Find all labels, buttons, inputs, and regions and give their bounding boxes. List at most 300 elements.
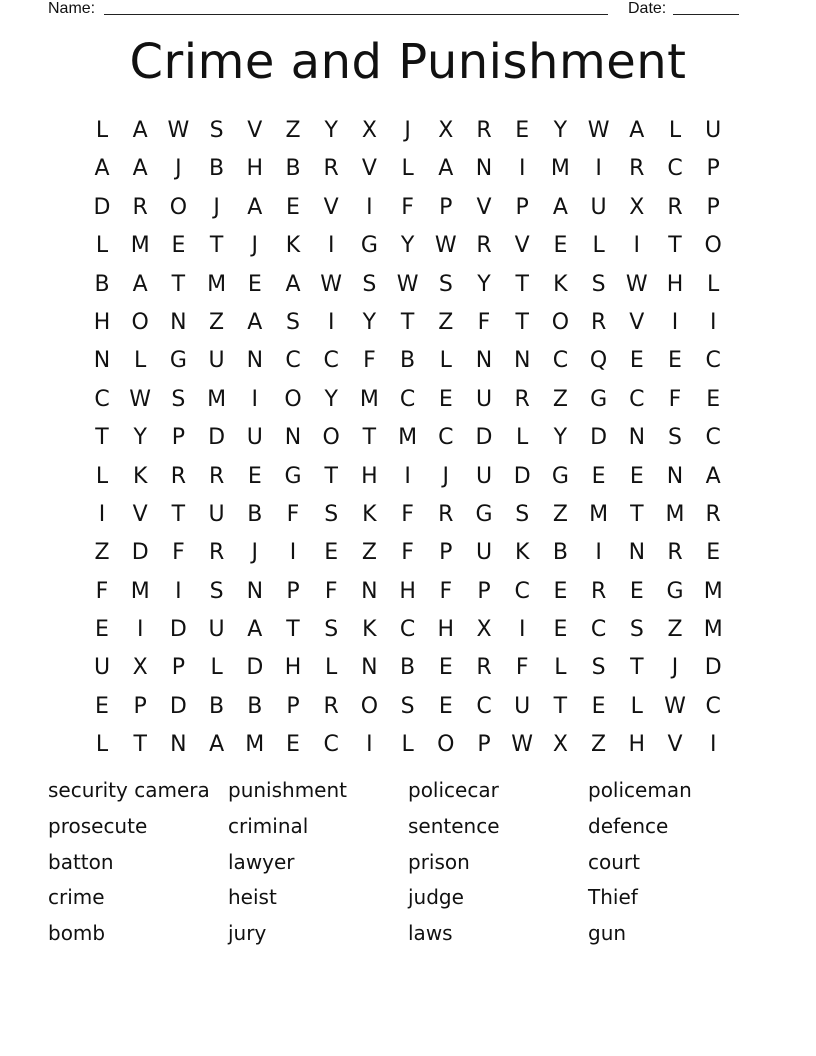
grid-cell[interactable]: N [475, 156, 493, 182]
grid-cell[interactable]: K [362, 501, 377, 527]
grid-cell[interactable]: B [209, 156, 225, 182]
grid-cell[interactable]: V [667, 732, 683, 758]
grid-cell[interactable]: Y [133, 425, 147, 451]
grid-cell[interactable]: N [170, 732, 187, 758]
grid-cell[interactable]: K [514, 540, 530, 566]
grid-cell[interactable]: S [324, 617, 339, 643]
grid-cell[interactable]: W [664, 693, 686, 719]
grid-cell[interactable]: T [286, 617, 300, 643]
grid-cell[interactable]: E [629, 348, 644, 374]
grid-cell[interactable]: Z [209, 309, 225, 335]
grid-cell[interactable]: S [362, 271, 377, 297]
grid-cell[interactable]: L [630, 693, 643, 719]
grid-cell[interactable]: L [95, 118, 109, 143]
grid-cell[interactable]: W [320, 271, 343, 297]
grid-cell[interactable]: K [285, 233, 301, 259]
grid-cell[interactable]: R [476, 655, 492, 681]
header [48, 0, 748, 20]
grid-cell[interactable]: S [668, 425, 682, 451]
grid-cell[interactable]: A [247, 309, 263, 335]
grid-cell[interactable]: Q [589, 348, 608, 374]
grid-cell[interactable]: L [401, 156, 414, 182]
grid-cell[interactable]: R [667, 194, 683, 220]
grid-cell[interactable]: S [591, 655, 606, 681]
grid-cell[interactable]: I [518, 156, 526, 182]
grid-cell[interactable]: Z [552, 386, 568, 412]
grid-cell[interactable]: R [476, 233, 492, 259]
word-bank-item: punishment [228, 778, 348, 802]
grid-cell[interactable]: C [667, 156, 683, 182]
grid-cell[interactable]: F [515, 655, 529, 681]
grid-cell[interactable]: R [323, 693, 339, 719]
grid-cell[interactable]: B [209, 693, 225, 719]
grid-row [83, 573, 731, 611]
grid-cell[interactable]: V [629, 309, 645, 335]
grid-cell[interactable]: E [95, 693, 109, 719]
grid-cell[interactable]: F [668, 386, 682, 412]
grid-cell[interactable]: E [438, 386, 453, 412]
grid-cell[interactable]: Z [285, 118, 301, 143]
name-label: Name: [48, 0, 96, 17]
grid-cell[interactable]: X [476, 617, 492, 643]
grid-cell[interactable]: X [552, 732, 568, 758]
grid-cell[interactable]: K [132, 463, 148, 489]
grid-cell[interactable]: X [361, 118, 377, 143]
grid-cell[interactable]: R [438, 501, 454, 527]
grid-cell[interactable]: B [94, 271, 110, 297]
grid-cell[interactable]: S [515, 501, 530, 527]
grid-cell[interactable]: E [591, 693, 606, 719]
grid-cell[interactable]: D [704, 655, 722, 681]
grid-cell[interactable]: I [671, 309, 679, 335]
grid-cell[interactable]: Z [591, 732, 607, 758]
grid-cell[interactable]: N [666, 463, 684, 489]
grid-cell[interactable]: T [324, 463, 338, 489]
grid-cell[interactable]: C [323, 348, 339, 374]
grid-cell[interactable]: V [247, 118, 263, 143]
grid-cell[interactable]: M [207, 271, 227, 297]
grid-cell[interactable]: R [170, 463, 187, 489]
grid-cell[interactable]: E [286, 194, 300, 220]
grid-cell[interactable]: E [438, 655, 453, 681]
grid-cell[interactable]: A [285, 271, 301, 297]
grid-cell[interactable]: E [629, 578, 644, 604]
grid-cell[interactable]: S [324, 501, 339, 527]
grid-cell[interactable]: F [95, 578, 109, 604]
grid-cell[interactable]: G [590, 386, 608, 412]
grid-cell[interactable]: V [361, 156, 377, 182]
grid-cell[interactable]: M [703, 617, 723, 643]
grid-cell[interactable]: O [169, 194, 188, 220]
grid-cell[interactable]: R [590, 309, 607, 335]
grid-cell[interactable]: P [706, 194, 720, 220]
grid-cell[interactable]: Y [400, 233, 415, 259]
grid-cell[interactable]: N [246, 578, 264, 604]
grid-cell[interactable]: H [246, 156, 264, 182]
grid-cell[interactable]: T [171, 271, 186, 297]
grid-cell[interactable]: F [439, 578, 453, 604]
grid-cell[interactable]: U [475, 386, 493, 412]
grid-cell[interactable]: L [325, 655, 338, 681]
grid-cell[interactable]: W [434, 233, 457, 259]
grid-cell[interactable]: P [477, 578, 491, 604]
grid-cell[interactable]: G [360, 233, 378, 259]
grid-cell[interactable]: A [438, 156, 454, 182]
grid-cell[interactable]: E [668, 348, 682, 374]
grid-cell[interactable]: T [630, 501, 644, 527]
grid-cell[interactable]: O [704, 233, 722, 259]
grid-row [83, 649, 731, 687]
grid-cell[interactable]: Y [553, 425, 568, 451]
grid-cell[interactable]: O [131, 309, 149, 335]
grid-cell[interactable]: O [551, 309, 570, 335]
grid-cell[interactable]: W [625, 271, 648, 297]
grid-cell[interactable]: L [592, 233, 605, 259]
grid-cell[interactable]: W [129, 386, 152, 412]
grid-cell[interactable]: C [399, 617, 416, 643]
grid-cell[interactable]: U [208, 501, 225, 527]
grid-cell[interactable]: S [591, 271, 606, 297]
grid-cell[interactable]: E [706, 386, 721, 412]
grid-cell[interactable]: M [207, 386, 227, 412]
grid-cell[interactable]: U [93, 655, 111, 681]
grid-cell[interactable]: E [247, 463, 262, 489]
grid-cell[interactable]: R [208, 540, 225, 566]
grid-cell[interactable]: I [518, 617, 526, 643]
grid-cell[interactable]: L [707, 271, 720, 297]
grid-cell[interactable]: H [628, 732, 646, 758]
grid-cell[interactable]: Z [667, 617, 683, 643]
grid-cell[interactable]: V [323, 194, 339, 220]
grid-cell[interactable]: E [591, 463, 606, 489]
grid-cell[interactable]: N [628, 425, 646, 451]
grid-cell[interactable]: D [169, 693, 187, 719]
grid-cell[interactable]: D [208, 425, 226, 451]
grid-cell[interactable]: H [361, 463, 378, 489]
grid-cell[interactable]: R [514, 386, 530, 412]
date-blank-line[interactable] [673, 14, 739, 15]
grid-cell[interactable]: C [514, 578, 530, 604]
grid-cell[interactable]: D [169, 617, 187, 643]
grid-cell[interactable]: M [245, 732, 265, 758]
grid-cell[interactable]: J [213, 194, 220, 220]
grid-cell[interactable]: M [359, 386, 379, 412]
grid-cell[interactable]: R [208, 463, 225, 489]
grid-cell[interactable]: L [439, 348, 452, 374]
grid-cell[interactable]: I [366, 732, 373, 758]
grid-cell[interactable]: P [286, 693, 300, 719]
grid-cell[interactable]: P [477, 732, 491, 758]
grid-cell[interactable]: W [167, 118, 190, 143]
grid-cell[interactable]: O [322, 425, 340, 451]
grid-cell[interactable]: N [284, 425, 302, 451]
word-bank-item: batton [48, 849, 114, 874]
grid-cell[interactable]: F [477, 309, 491, 335]
grid-cell[interactable]: W [587, 118, 610, 143]
grid-cell[interactable]: J [251, 233, 259, 259]
grid-cell[interactable]: G [284, 463, 302, 489]
grid-cell[interactable]: Y [553, 118, 568, 143]
grid-cell[interactable]: V [476, 194, 492, 220]
grid-cell[interactable]: O [437, 732, 455, 758]
grid-cell[interactable]: U [475, 463, 493, 489]
grid-cell[interactable]: A [209, 732, 225, 758]
grid-cell[interactable]: C [705, 693, 721, 719]
grid-cell[interactable]: Z [94, 540, 110, 566]
grid-cell[interactable]: H [437, 617, 455, 643]
grid-cell[interactable]: U [590, 194, 607, 220]
grid-cell[interactable]: B [400, 348, 416, 374]
grid-cell[interactable]: F [401, 540, 414, 566]
grid-cell[interactable]: C [323, 732, 339, 758]
grid-cell[interactable]: F [363, 348, 376, 374]
grid-cell[interactable]: U [514, 693, 531, 719]
grid-cell[interactable]: M [589, 501, 609, 527]
grid-cell[interactable]: H [93, 309, 111, 335]
grid-cell[interactable]: S [171, 386, 186, 412]
grid-cell[interactable]: J [175, 156, 182, 182]
grid-cell[interactable]: P [439, 194, 453, 220]
grid-cell[interactable]: S [400, 693, 415, 719]
grid-cell[interactable]: N [93, 348, 111, 374]
grid-cell[interactable]: T [668, 233, 682, 259]
grid-cell[interactable]: C [552, 348, 569, 374]
grid-cell[interactable]: Y [362, 309, 377, 335]
grid-cell[interactable]: X [629, 194, 645, 220]
grid-cell[interactable]: I [709, 309, 717, 335]
grid-cell[interactable]: U [705, 118, 722, 143]
grid-cell[interactable]: L [668, 118, 682, 143]
grid-cell[interactable]: I [595, 540, 602, 566]
grid-cell[interactable]: E [95, 617, 109, 643]
grid-cell[interactable]: T [209, 233, 224, 259]
grid-cell[interactable]: C [94, 386, 110, 412]
grid-cell[interactable]: E [553, 617, 568, 643]
grid-cell[interactable]: T [553, 693, 568, 719]
grid-cell[interactable]: I [98, 501, 106, 527]
grid-cell[interactable]: D [590, 425, 608, 451]
grid-cell[interactable]: E [553, 233, 568, 259]
grid-cell[interactable]: B [400, 655, 416, 681]
grid-cell[interactable]: D [513, 463, 531, 489]
grid-cell[interactable]: B [247, 693, 263, 719]
grid-cell[interactable]: K [362, 617, 377, 643]
grid-cell[interactable]: P [515, 194, 529, 220]
grid-cell[interactable]: V [132, 501, 148, 527]
grid-cell[interactable]: Z [552, 501, 568, 527]
date-label: Date: [628, 0, 667, 17]
grid-cell[interactable]: N [628, 540, 646, 566]
grid-cell[interactable]: I [366, 194, 373, 220]
grid-cell[interactable]: T [515, 309, 529, 335]
grid-cell[interactable]: I [327, 309, 335, 335]
grid-cell[interactable]: G [551, 463, 569, 489]
grid-cell[interactable]: U [208, 348, 225, 374]
grid-cell[interactable]: A [247, 194, 263, 220]
name-blank-line[interactable] [104, 14, 608, 15]
grid-cell[interactable]: A [132, 156, 148, 182]
grid-cell[interactable]: I [404, 463, 411, 489]
grid-cell[interactable]: M [550, 156, 570, 182]
grid-cell[interactable]: A [132, 118, 148, 143]
grid-cell[interactable]: M [665, 501, 685, 527]
grid-cell[interactable]: E [515, 118, 530, 143]
grid-cell[interactable]: K [553, 271, 568, 297]
grid-cell[interactable]: W [511, 732, 534, 758]
grid-cell[interactable]: P [171, 425, 186, 451]
grid-row [83, 227, 731, 265]
grid-cell[interactable]: F [401, 501, 414, 527]
grid-cell[interactable]: E [706, 540, 721, 566]
grid-cell[interactable]: A [705, 463, 721, 489]
grid-cell[interactable]: S [286, 309, 300, 335]
grid-cell[interactable]: L [95, 233, 109, 259]
grid-cell[interactable]: E [438, 693, 453, 719]
grid-cell[interactable]: F [324, 578, 338, 604]
grid-cell[interactable]: Y [324, 118, 338, 143]
grid-cell[interactable]: Y [324, 386, 338, 412]
grid-cell[interactable]: J [404, 118, 411, 143]
grid-cell[interactable]: R [132, 194, 148, 220]
grid-cell[interactable]: J [442, 463, 450, 489]
grid-cell[interactable]: R [629, 156, 645, 182]
grid-cell[interactable]: N [246, 348, 264, 374]
grid-cell[interactable]: H [284, 655, 302, 681]
grid-cell[interactable]: C [705, 425, 721, 451]
grid-cell[interactable]: D [475, 425, 493, 451]
grid-cell[interactable]: I [136, 617, 144, 643]
grid-cell[interactable]: F [286, 501, 300, 527]
grid-cell[interactable]: T [362, 425, 377, 451]
grid-cell[interactable]: N [475, 348, 493, 374]
grid-cell[interactable]: S [438, 271, 453, 297]
grid-cell[interactable]: I [251, 386, 259, 412]
grid-cell[interactable]: H [399, 578, 416, 604]
grid-cell[interactable]: D [93, 194, 111, 220]
grid-cell[interactable]: X [132, 655, 148, 681]
grid-cell[interactable]: E [171, 233, 186, 259]
grid-cell[interactable]: R [667, 540, 683, 566]
grid-cell[interactable]: U [208, 617, 225, 643]
grid-cell[interactable]: M [130, 233, 150, 259]
grid-cell[interactable]: I [327, 233, 335, 259]
grid-cell[interactable]: R [705, 501, 721, 527]
grid-cell[interactable]: P [286, 578, 300, 604]
grid-cell[interactable]: N [361, 578, 378, 604]
grid-row [83, 342, 731, 380]
grid-cell[interactable]: G [169, 348, 187, 374]
grid-cell[interactable]: P [439, 540, 453, 566]
grid-cell[interactable]: T [400, 309, 415, 335]
grid-cell[interactable]: F [172, 540, 185, 566]
grid-cell[interactable]: P [133, 693, 147, 719]
grid-cell[interactable]: J [251, 540, 259, 566]
grid-cell[interactable]: N [170, 309, 187, 335]
grid-cell[interactable]: J [671, 655, 679, 681]
grid-cell[interactable]: T [95, 425, 109, 451]
grid-cell[interactable]: G [666, 578, 684, 604]
grid-cell[interactable]: A [132, 271, 148, 297]
grid-cell[interactable]: E [629, 463, 644, 489]
grid-cell[interactable]: C [590, 617, 607, 643]
grid-cell[interactable]: C [285, 348, 301, 374]
grid-cell[interactable]: T [133, 732, 147, 758]
grid-cell[interactable]: A [552, 194, 568, 220]
grid-cell[interactable]: W [396, 271, 419, 297]
grid-cell[interactable]: N [361, 655, 378, 681]
grid-cell[interactable]: D [246, 655, 264, 681]
grid-cell[interactable]: E [286, 732, 300, 758]
grid-cell[interactable]: P [171, 655, 186, 681]
grid-cell[interactable]: I [595, 156, 602, 182]
grid-cell[interactable]: O [284, 386, 302, 412]
grid-cell[interactable]: S [209, 118, 224, 143]
grid-cell[interactable]: A [629, 118, 645, 143]
grid-cell[interactable]: Z [361, 540, 377, 566]
grid-cell[interactable]: E [324, 540, 339, 566]
grid-cell[interactable]: X [438, 118, 454, 143]
grid-cell[interactable]: T [515, 271, 529, 297]
grid-cell[interactable]: H [666, 271, 684, 297]
grid-cell[interactable]: S [629, 617, 644, 643]
grid-cell[interactable]: I [633, 233, 641, 259]
grid-cell[interactable]: E [247, 271, 262, 297]
grid-cell[interactable]: U [475, 540, 493, 566]
grid-cell[interactable]: M [130, 578, 150, 604]
grid-cell[interactable]: C [438, 425, 454, 451]
grid-cell[interactable]: L [95, 732, 109, 758]
grid-cell[interactable]: U [246, 425, 263, 451]
grid-cell[interactable]: C [629, 386, 645, 412]
grid-cell[interactable]: R [323, 156, 339, 182]
grid-cell[interactable]: A [94, 156, 110, 182]
grid-cell[interactable]: S [209, 578, 224, 604]
grid-cell[interactable]: M [703, 578, 723, 604]
grid-cell[interactable]: B [552, 540, 568, 566]
grid-cell[interactable]: D [131, 540, 149, 566]
grid-cell[interactable]: R [476, 118, 492, 143]
grid-cell[interactable]: A [247, 617, 263, 643]
grid-cell[interactable]: T [171, 501, 186, 527]
grid-cell[interactable]: O [360, 693, 379, 719]
grid-cell[interactable]: E [553, 578, 568, 604]
grid-cell[interactable]: C [476, 693, 492, 719]
grid-cell[interactable]: L [134, 348, 147, 374]
grid-cell[interactable]: R [590, 578, 607, 604]
grid-cell[interactable]: Y [477, 271, 491, 297]
grid-cell[interactable]: M [398, 425, 418, 451]
grid-cell[interactable]: I [289, 540, 297, 566]
grid-cell[interactable]: B [247, 501, 263, 527]
grid-cell[interactable]: C [399, 386, 416, 412]
grid-cell[interactable]: C [705, 348, 721, 374]
grid-cell[interactable]: L [210, 655, 223, 681]
grid-cell[interactable]: V [514, 233, 530, 259]
grid-cell[interactable]: L [95, 463, 109, 489]
grid-cell[interactable]: B [285, 156, 301, 182]
grid-cell[interactable]: L [401, 732, 414, 758]
grid-cell[interactable]: P [706, 156, 720, 182]
grid-cell[interactable]: L [516, 425, 529, 451]
grid-cell[interactable]: I [709, 732, 717, 758]
grid-cell[interactable]: Z [438, 309, 454, 335]
grid-cell[interactable]: N [513, 348, 531, 374]
grid-cell[interactable]: G [475, 501, 493, 527]
grid-cell[interactable]: L [554, 655, 567, 681]
grid-cell[interactable]: I [175, 578, 182, 604]
grid-cell[interactable]: T [630, 655, 644, 681]
grid-cell[interactable]: F [401, 194, 414, 220]
